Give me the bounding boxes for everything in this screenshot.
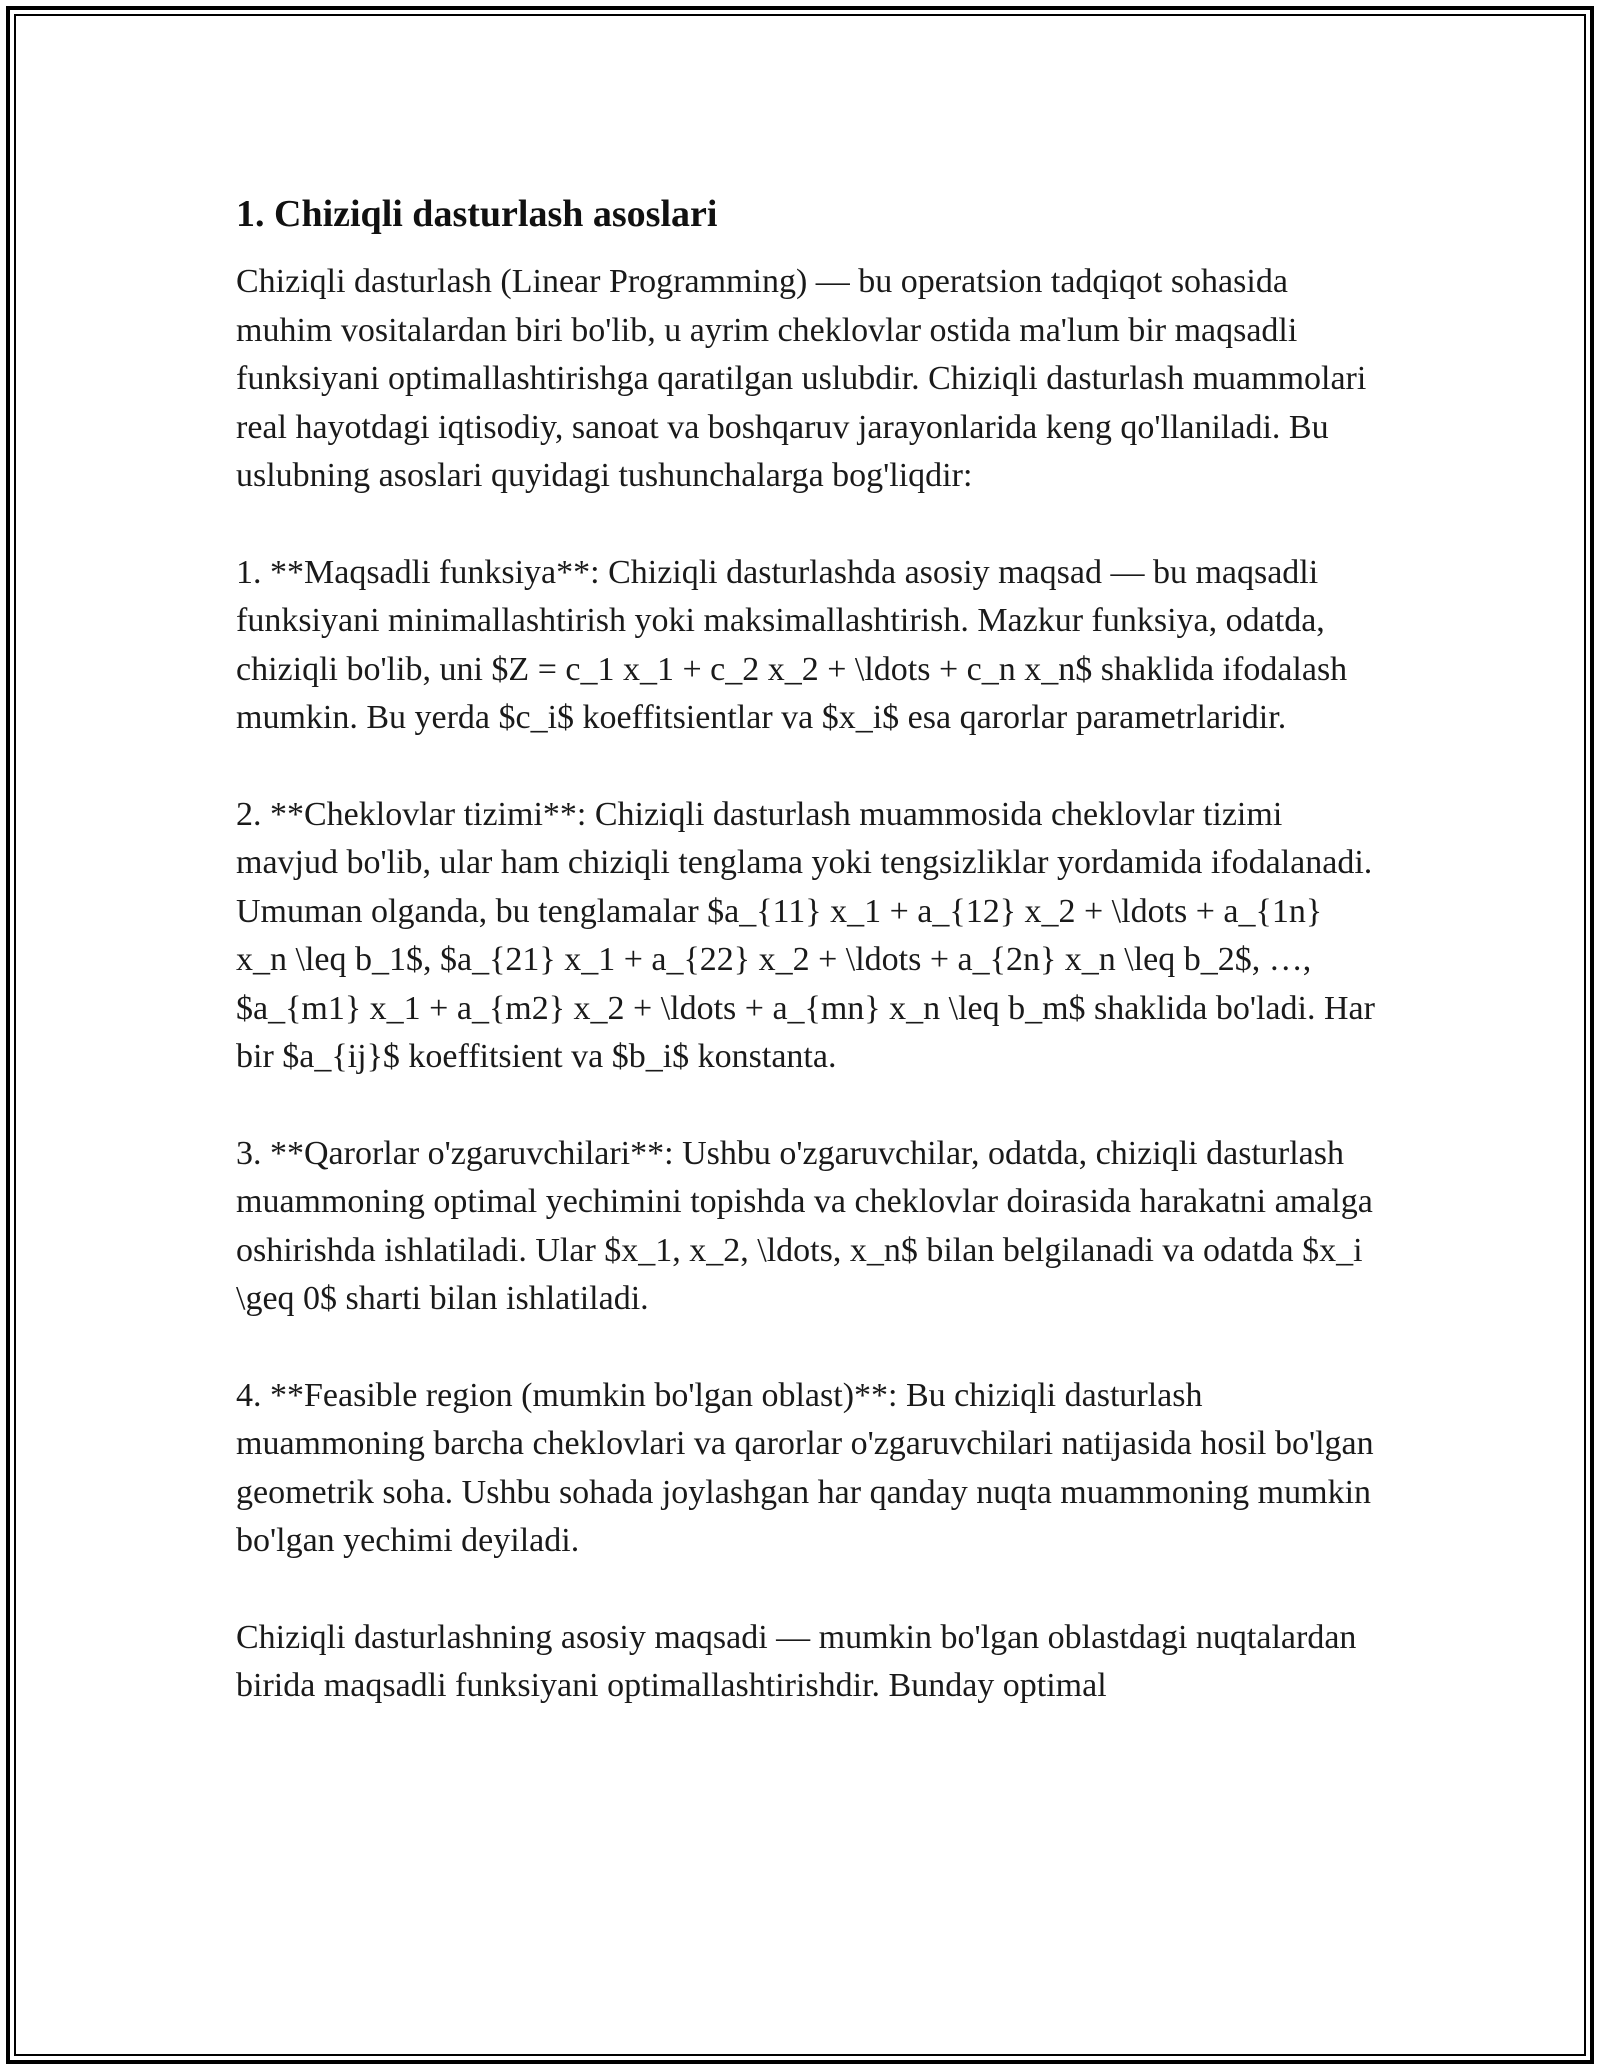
section-title: 1. Chiziqli dasturlash asoslari <box>236 193 718 235</box>
decision-variables-paragraph: 3. **Qarorlar o'zgaruvchilari**: Ushbu o'zgaruvchilar, odatda, chiziqli dasturlash muammoning optimal yechimini topishda va cheklovlar doirasida harakatni amalga oshirishda ishlatiladi. Ular $x_1, x_2, \ldots, x_n$ bilan belgilanadi va odatda $x_i \geq 0$ sharti bilan ishlatiladi. <box>236 1134 1373 1317</box>
conclusion-paragraph: Chiziqli dasturlashning asosiy maqsadi — mumkin bo'lgan oblastdagi nuqtalardan birida maqsadli funksiyani optimallashtirishdir. Bunday optimal <box>236 1618 1357 1704</box>
intro-paragraph: Chiziqli dasturlash (Linear Programming) — bu operatsion tadqiqot sohasida muhim vositalardan biri bo'lib, u ayrim cheklovlar ostida ma'lum bir maqsadli funksiyani optimallashtirishga qaratilgan uslubdir. Chiziqli dasturlash muammolari real hayotdagi iqtisodiy, sanoat va boshqaruv jarayonlarida keng qo'llaniladi. Bu uslubning asoslari quyidagi tushunchalarga bog'liqdir: <box>236 263 1367 494</box>
feasible-region-paragraph: 4. **Feasible region (mumkin bo'lgan oblast)**: Bu chiziqli dasturlash muammoning barcha cheklovlari va qarorlar o'zgaruvchilari natijasida hosil bo'lgan geometrik soha. Ushbu sohada joylashgan har qanday nuqta muammoning mumkin bo'lgan yechimi deyiladi. <box>236 1376 1374 1559</box>
document-body <box>236 188 1376 1759</box>
constraints-paragraph: 2. **Cheklovlar tizimi**: Chiziqli dasturlash muammosida cheklovlar tizimi mavjud bo'lib, ular ham chiziqli tenglama yoki tengsizliklar yordamida ifodalanadi. Umuman olganda, bu tenglamalar $a_{11} x_1 + a_{12} x_2 + \ldots + a_{1n} x_n \leq b_1$, $a_{21} x_1 + a_{22} x_2 + \ldots + a_{2n} x_n \leq b_2$, …, $a_{m1} x_1 + a_{m2} x_2 + \ldots + a_{mn} x_n \leq b_m$ shaklida bo'ladi. Har bir $a_{ij}$ koeffitsient va $b_i$ konstanta. <box>236 795 1375 1075</box>
objective-function-paragraph: 1. **Maqsadli funksiya**: Chiziqli dasturlashda asosiy maqsad — bu maqsadli funksiyani minimallashtirish yoki maksimallashtirish. Mazkur funksiya, odatda, chiziqli bo'lib, uni $Z = c_1 x_1 + c_2 x_2 + \ldots + c_n x_n$ shaklida ifodalash mumkin. Bu yerda $c_i$ koeffitsientlar va $x_i$ esa qarorlar parametrlaridir. <box>236 553 1348 736</box>
